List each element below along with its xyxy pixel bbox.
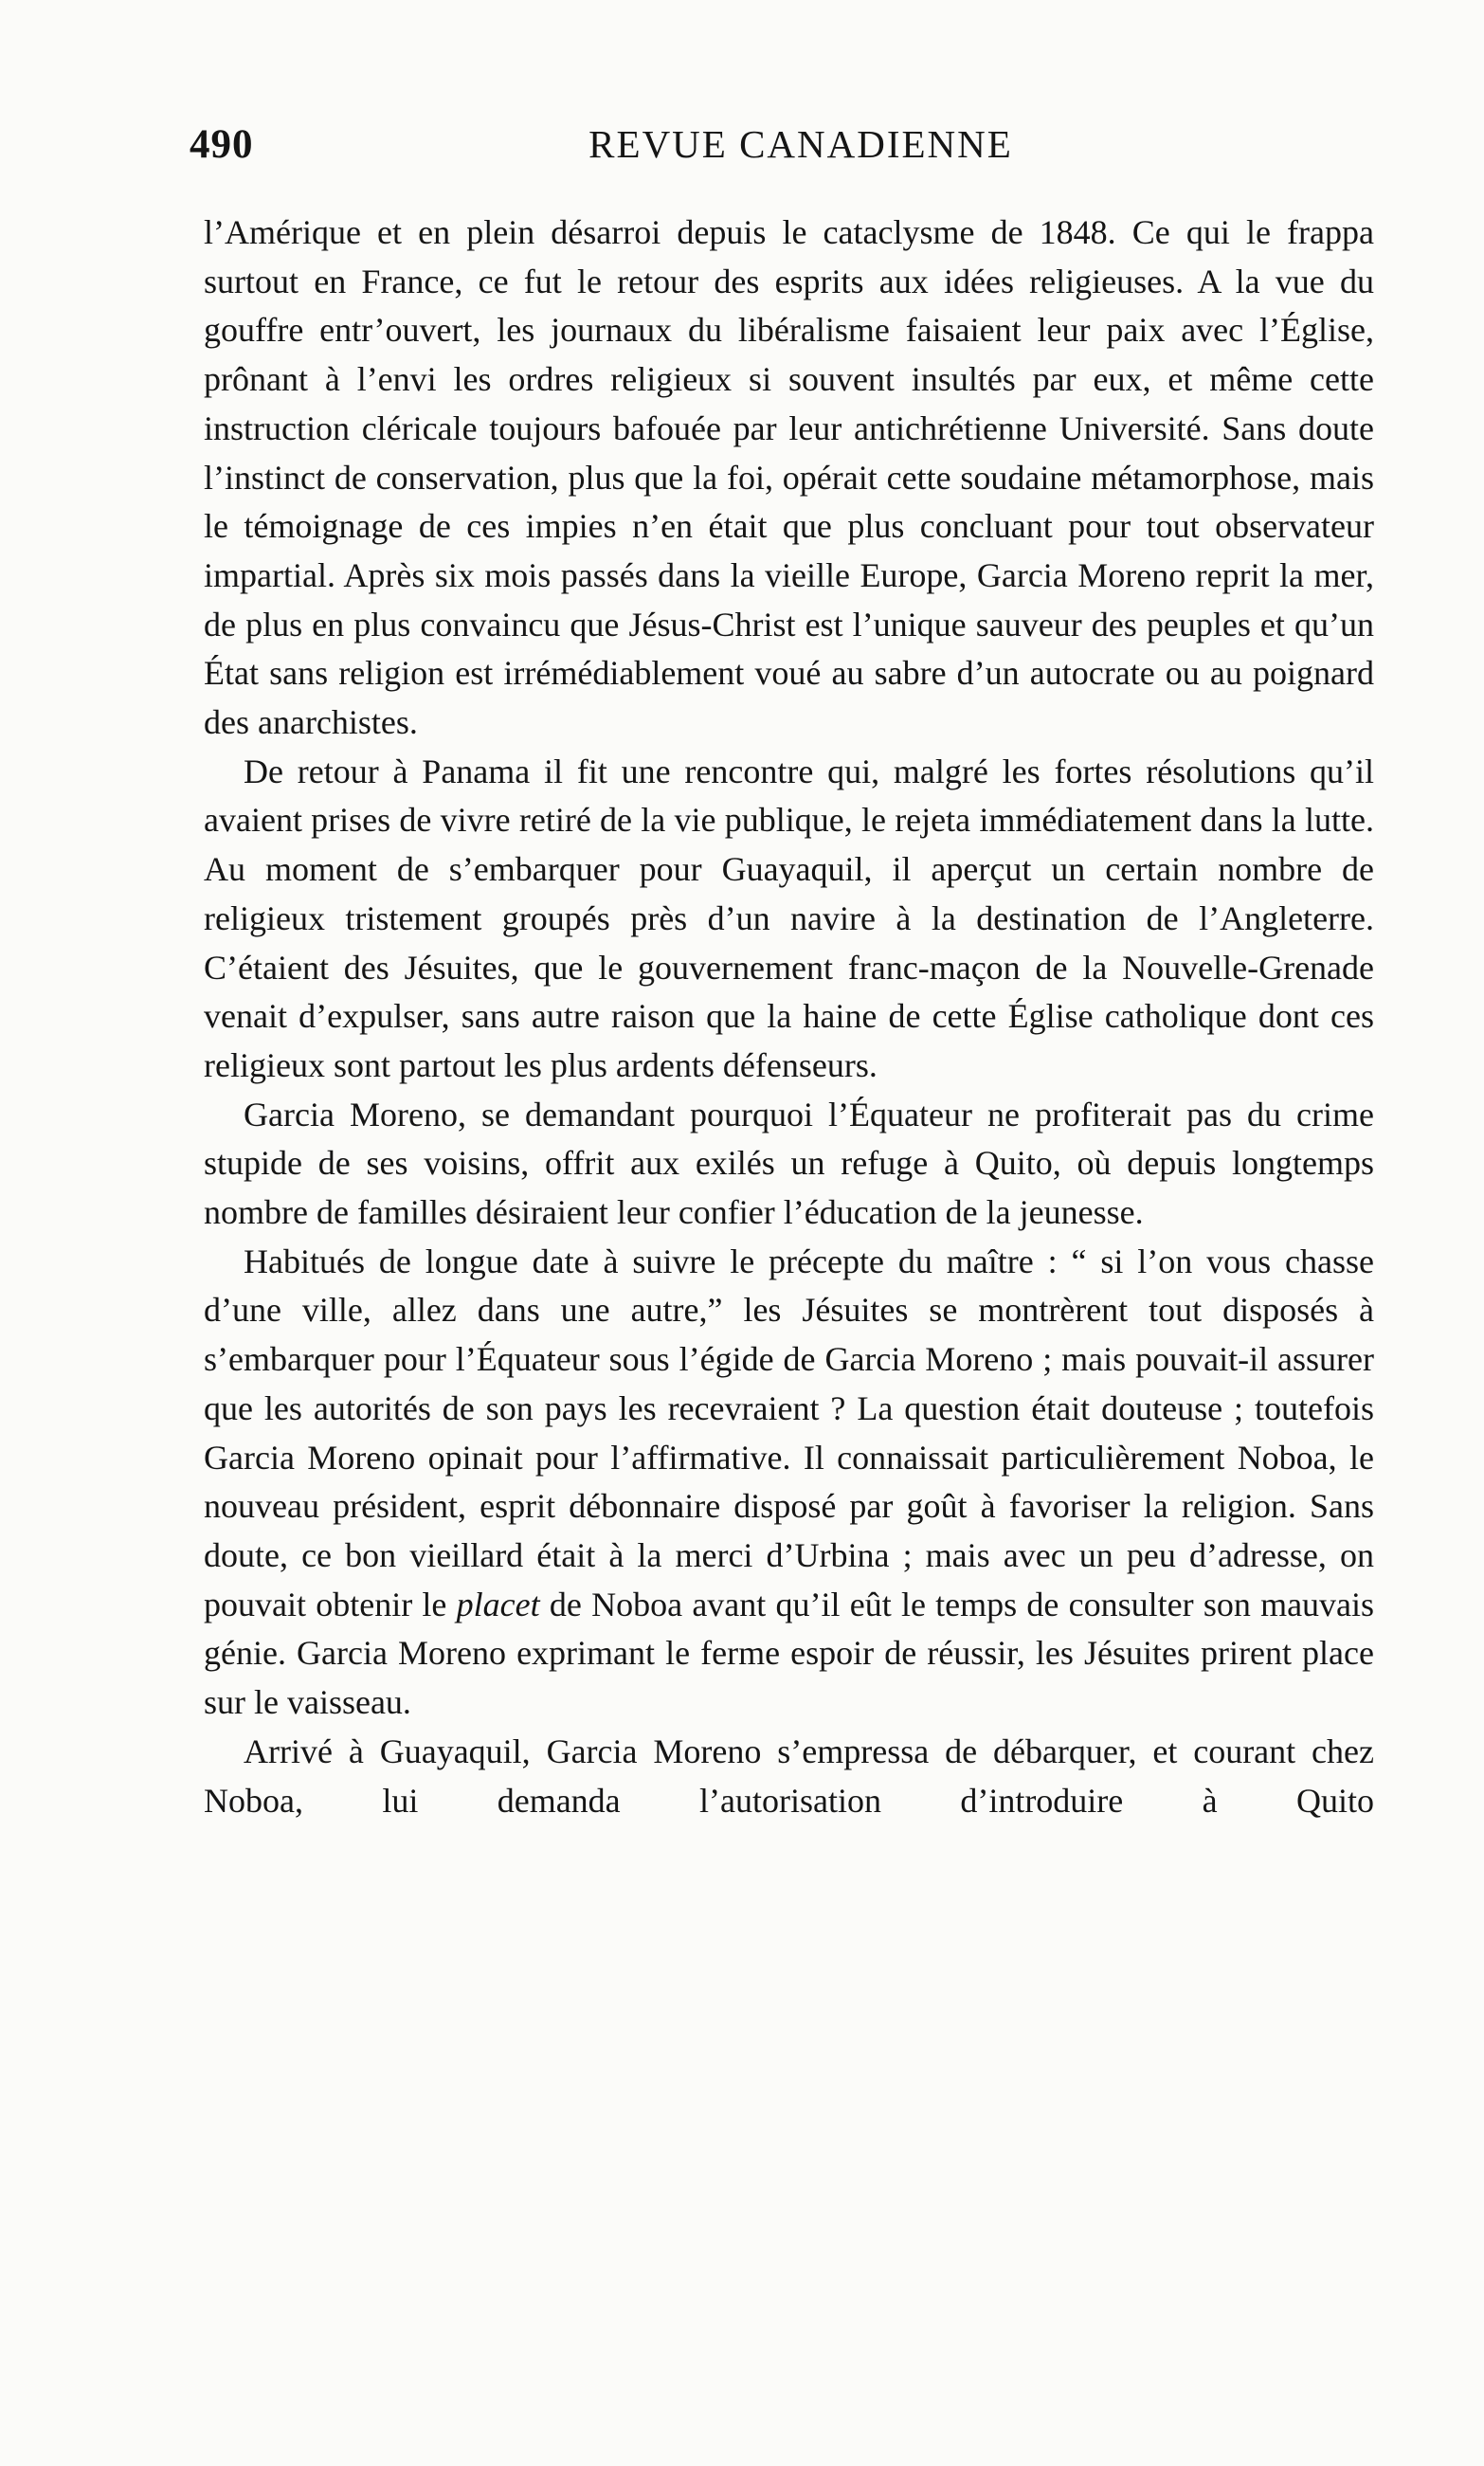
body-text <box>204 209 1374 1825</box>
paragraph-3: Garcia Moreno, se demandant pourquoi l’Équateur ne profiterait pas du crime stupide de ses voisins, offrit aux exilés un refuge à Quito, où depuis longtemps nombre de familles désiraient leur confier l’éducation de la jeunesse. <box>204 1095 1374 1232</box>
page-number: 490 <box>190 122 254 167</box>
paragraph-4-text-before: Habitués de longue date à suivre le précepte du maître : “ si l’on vous chasse d’une ville, allez dans une autre,” les Jésuites se montrèrent tout disposés à s’embarquer pour l’Équateur sous l’égide de Garcia Moreno ; mais pouvait-il assurer que les autorités de son pays les recevraient ? La question était douteuse ; toutefois Garcia Moreno opinait pour l’affirmative. Il connaissait particulièrement Noboa, le nouveau président, esprit débonnaire disposé par goût à favoriser la religion. Sans doute, ce bon vieillard était à la merci d’Urbina ; mais avec un peu d’adresse, on pouvait obtenir le <box>204 1242 1374 1623</box>
paragraph-1: l’Amérique et en plein désarroi depuis le cataclysme de 1848. Ce qui le frappa surtout en France, ce fut le retour des esprits aux idées religieuses. A la vue du gouffre entr’ouvert, les journaux du libéralisme faisaient leur paix avec l’Église, prônant à l’envi les ordres religieux si souvent insultés par eux, et même cette instruction cléricale toujours bafouée par leur antichrétienne Université. Sans doute l’instinct de conservation, plus que la foi, opérait cette soudaine métamorphose, mais le témoignage de ces impies n’en était que plus concluant pour tout observateur impartial. Après six mois passés dans la vieille Europe, Garcia Moreno reprit la mer, de plus en plus convaincu que Jésus-Christ est l’unique sauveur des peuples et qu’un État sans religion est irrémédiablement voué au sabre d’un autocrate ou au poignard des anarchistes. <box>204 213 1374 742</box>
running-title: REVUE CANADIENNE <box>588 122 1013 166</box>
paragraph-2: De retour à Panama il fit une rencontre qui, malgré les fortes résolutions qu’il avaient prises de vivre retiré de la vie publique, le rejeta immédiatement dans la lutte. Au moment de s’embarquer pour Guayaquil, il aperçut un certain nombre de religieux tristement groupés près d’un navire à la destination de l’Angleterre. C’étaient des Jésuites, que le gouvernement franc-maçon de la Nouvelle-Grenade venait d’expulser, sans autre raison que la haine de cette Église catholique dont ces religieux sont partout les plus ardents défenseurs. <box>204 752 1374 1084</box>
page-header <box>190 121 1374 178</box>
paragraph-5: Arrivé à Guayaquil, Garcia Moreno s’empressa de débarquer, et courant chez Noboa, lui demanda l’autorisation d’introduire à Quito <box>204 1732 1374 1820</box>
paragraph-4-text-after: de Noboa avant qu’il eût le temps de consulter son mauvais génie. Garcia Moreno exprimant le ferme espoir de réussir, les Jésuites prirent place sur le vaisseau. <box>204 1585 1375 1722</box>
paragraph-4 <box>204 1238 1374 1728</box>
paragraph-4-italic-word: placet <box>456 1585 540 1623</box>
